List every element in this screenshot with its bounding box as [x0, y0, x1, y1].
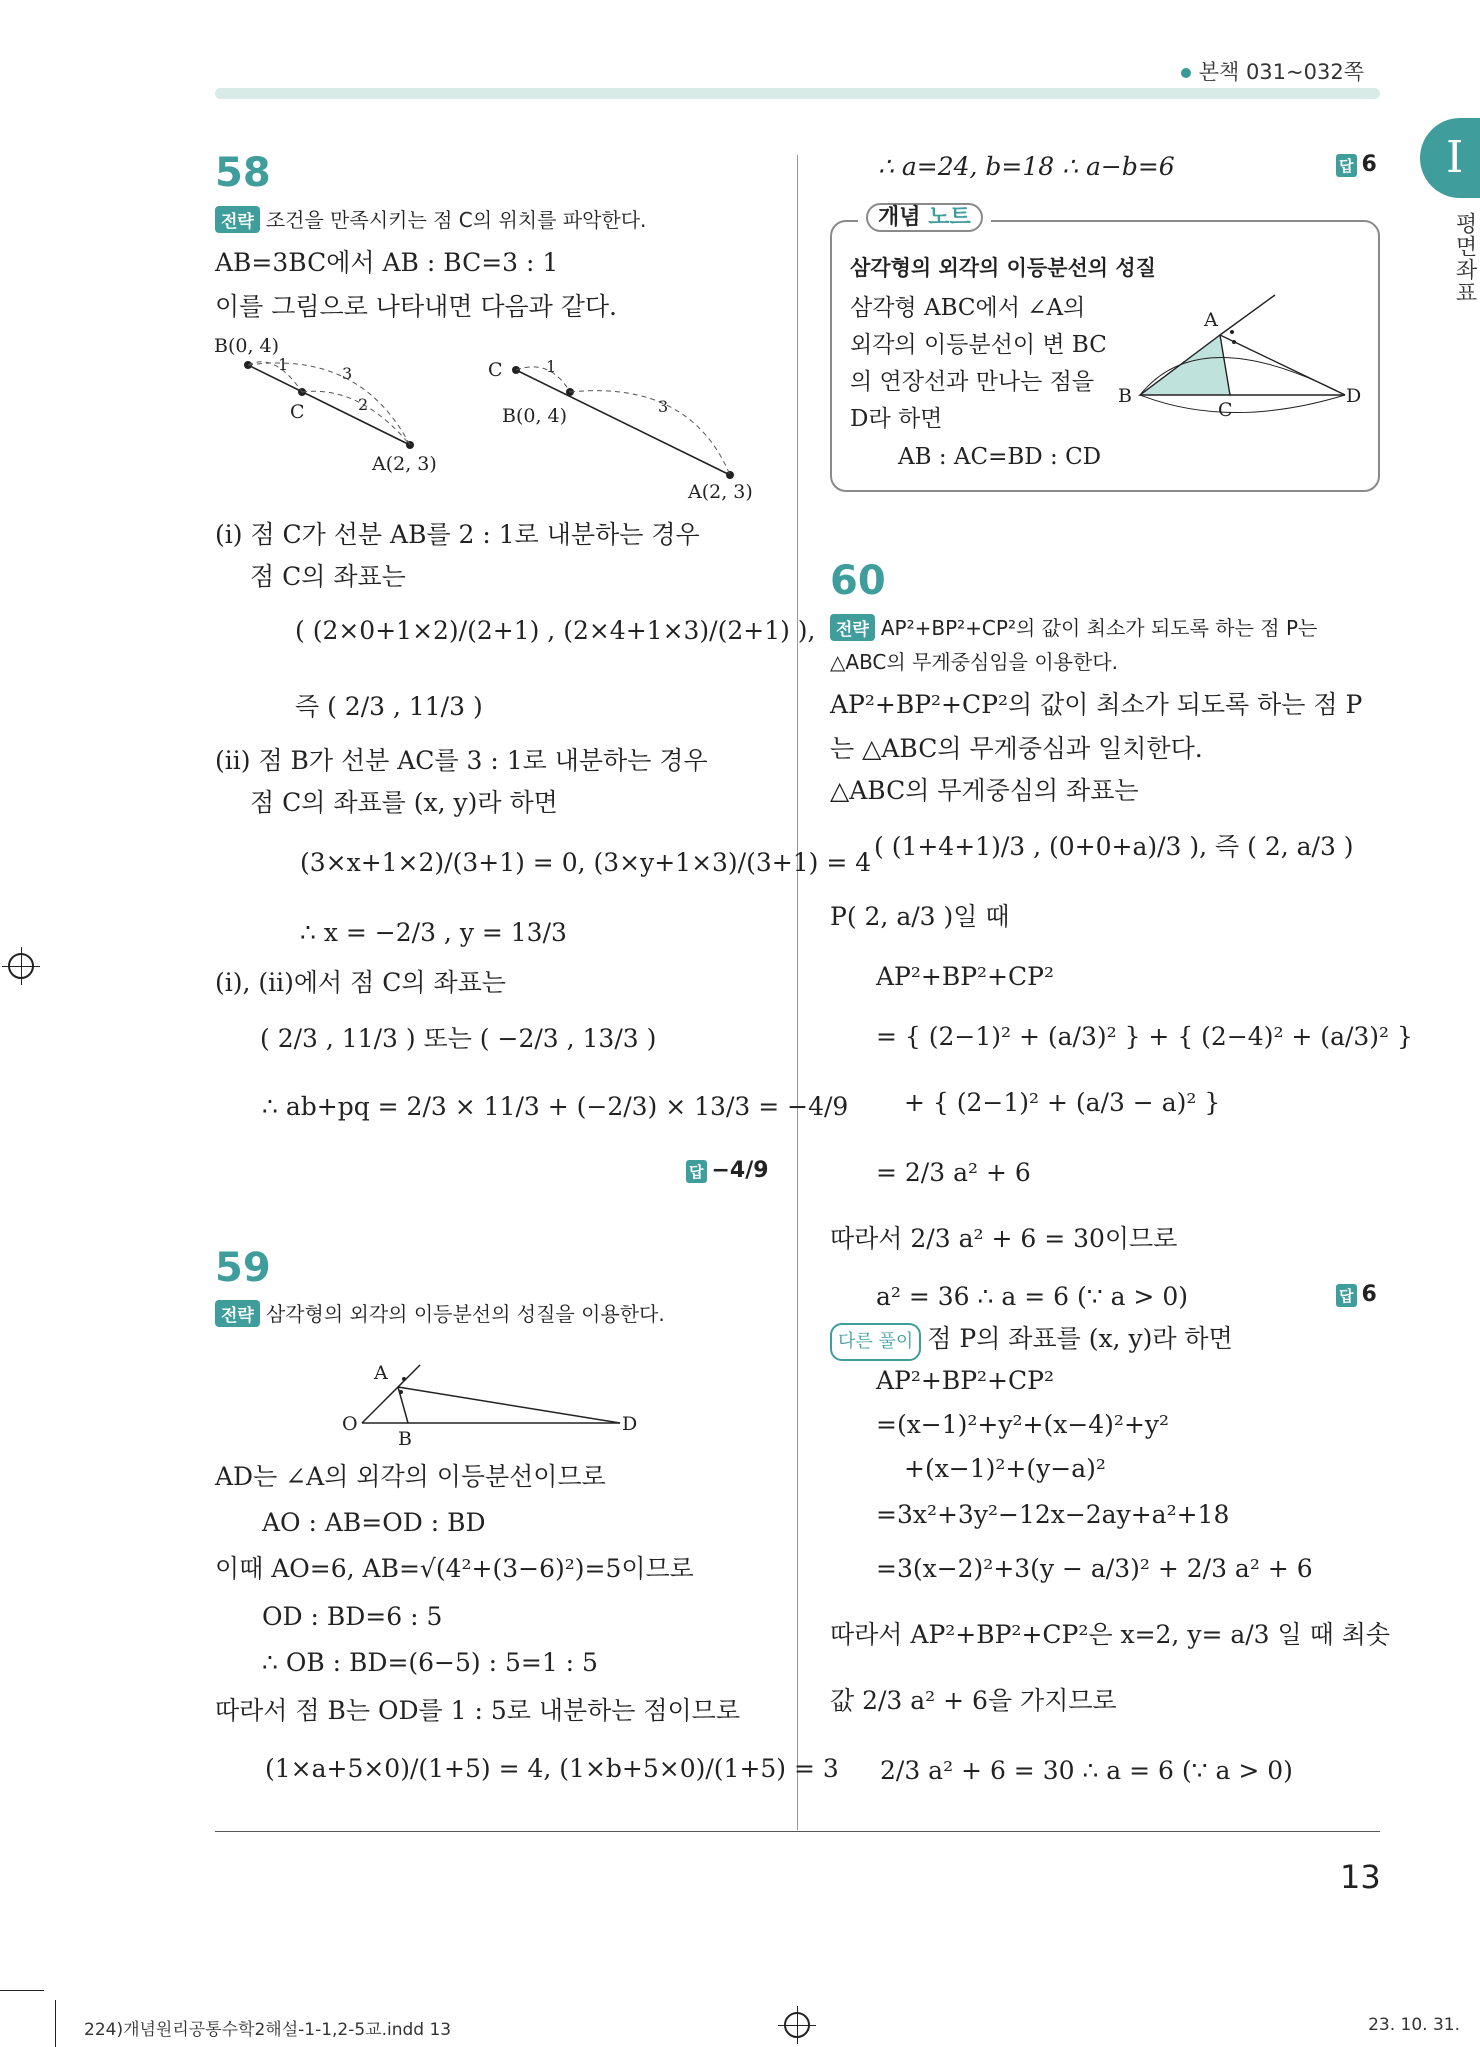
strategy-badge: 전략 — [830, 614, 875, 641]
label-a2: A(2, 3) — [688, 481, 753, 503]
label-n2: 2 — [358, 395, 369, 414]
question-59-number: 59 — [215, 1245, 271, 1291]
q60-line-9: = 2/3 a² + 6 — [876, 1158, 1031, 1187]
q60-alt-line-3: =(x−1)²+y²+(x−4)²+y² — [876, 1410, 1170, 1439]
q60-line-8: + { (2−1)² + (a/3 − a)² } — [904, 1088, 1221, 1117]
q60-alt-line-8: 값 2/3 a² + 6을 가지므로 — [830, 1686, 1117, 1715]
chapter-tab: I — [1420, 118, 1480, 198]
q60-line-3: △ABC의 무게중심의 좌표는 — [830, 776, 1139, 805]
strategy-badge: 전략 — [215, 206, 260, 233]
question-58-number: 58 — [215, 150, 271, 196]
q58-line-9: (3×x+1×2)/(3+1) = 0, (3×y+1×3)/(3+1) = 4 — [300, 848, 872, 877]
q59-line-4: OD : BD=6 : 5 — [262, 1602, 443, 1631]
q58-line-6: 즉 ( 2/3 , 11/3 ) — [295, 692, 483, 721]
q59-line-5: ∴ OB : BD=(6−5) : 5=1 : 5 — [262, 1648, 598, 1677]
q58-line-4: 점 C의 좌표는 — [250, 562, 406, 591]
answer-badge: 답 — [686, 1160, 707, 1183]
q58-line-12: ( 2/3 , 11/3 ) 또는 ( −2/3 , 13/3 ) — [260, 1024, 657, 1053]
label-m3: 3 — [658, 397, 669, 416]
chapter-name: 평면좌표 — [1452, 212, 1477, 304]
bullet-dot-icon — [1181, 68, 1191, 78]
q58-figure — [210, 330, 780, 510]
q58-line-2: 이를 그림으로 나타내면 다음과 같다. — [215, 292, 617, 321]
label-c: C — [1218, 399, 1233, 421]
q60-line-1: AP²+BP²+CP²의 값이 최소가 되도록 하는 점 P — [830, 690, 1363, 719]
footer-file: 224)개념원리공통수학2해설-1-1,2-5교.indd 13 — [84, 2020, 452, 2040]
label-b2: B(0, 4) — [502, 405, 568, 427]
label-a: A — [1204, 309, 1218, 331]
concept-note-header: 개념 노트 — [858, 200, 991, 232]
q59-cont-line: ∴ a=24, b=18 ∴ a−b=6 — [878, 152, 1175, 181]
q60-alt-line-1: 다른 풀이 점 P의 좌표를 (x, y)라 하면 — [830, 1322, 1233, 1361]
label-c2: C — [488, 359, 503, 381]
label-n1: 1 — [278, 355, 289, 374]
q58-line-1: AB=3BC에서 AB : BC=3 : 1 — [215, 248, 559, 277]
page-number: 13 — [1340, 1858, 1381, 1896]
answer-badge: 답 — [1336, 154, 1357, 177]
q59-strategy: 전략 삼각형의 외각의 이등분선의 성질을 이용한다. — [215, 1298, 665, 1327]
note-body: 삼각형 ABC에서 ∠A의 외각의 이등분선이 변 BC 의 연장선과 만나는 점을 D라 하면 — [850, 295, 1107, 432]
q60-alt-line-5: =3x²+3y²−12x−2ay+a²+18 — [876, 1500, 1230, 1529]
answer-badge: 답 — [1336, 1284, 1357, 1307]
alternative-solution-badge: 다른 풀이 — [830, 1323, 921, 1361]
note-figure — [1110, 290, 1370, 430]
q60-alt-line-4: +(x−1)²+(y−a)² — [904, 1454, 1106, 1483]
column-divider — [797, 155, 798, 1830]
label-m1: 1 — [546, 357, 557, 376]
q60-line-5: P( 2, a/3 )일 때 — [830, 902, 1010, 931]
page-reference: 본책 031~032쪽 — [1181, 56, 1364, 86]
q59-line-6: 따라서 점 B는 OD를 1 : 5로 내분하는 점이므로 — [215, 1696, 740, 1725]
q60-alt-line-6: =3(x−2)²+3(y − a/3)² + 2/3 a² + 6 — [876, 1554, 1313, 1583]
strategy-badge: 전략 — [215, 1300, 260, 1327]
label-b: B — [398, 1428, 412, 1445]
q60-strategy-cont: △ABC의 무게중심임을 이용한다. — [830, 650, 1118, 674]
q60-line-7: = { (2−1)² + (a/3)² } + { (2−4)² + (a/3)² } — [876, 1022, 1413, 1051]
q59-figure — [330, 1345, 650, 1445]
q58-line-8: 점 C의 좌표를 (x, y)라 하면 — [250, 788, 558, 817]
q58-line-13: ∴ ab+pq = 2/3 × 11/3 + (−2/3) × 13/3 = −4/9 — [262, 1092, 849, 1121]
q58-line-11: (ⅰ), (ⅱ)에서 점 C의 좌표는 — [215, 968, 506, 997]
q59-line-3: 이때 AO=6, AB=√(4²+(3−6)²)=5이므로 — [215, 1554, 694, 1583]
q60-line-6: AP²+BP²+CP² — [876, 962, 1054, 991]
q59-line-2: AO : AB=OD : BD — [262, 1508, 486, 1537]
label-a: A — [374, 1362, 388, 1384]
note-title: 삼각형의 외각의 이등분선의 성질 — [850, 256, 1156, 280]
label-n3: 3 — [342, 364, 353, 383]
label-d: D — [622, 1413, 638, 1435]
q60-strategy: 전략 AP²+BP²+CP²의 값이 최소가 되도록 하는 점 P는 — [830, 612, 1317, 641]
q60-line-4: ( (1+4+1)/3 , (0+0+a)/3 ), 즉 ( 2, a/3 ) — [874, 832, 1354, 861]
q60-line-10: 따라서 2/3 a² + 6 = 30이므로 — [830, 1224, 1178, 1253]
q58-strategy: 전략 조건을 만족시키는 점 C의 위치를 파악한다. — [215, 204, 646, 233]
q60-alt-line-7: 따라서 AP²+BP²+CP²은 x=2, y= a/3 일 때 최솟 — [830, 1620, 1391, 1649]
crop-mark — [0, 1990, 44, 1991]
label-c1: C — [290, 401, 305, 423]
label-b1: B(0, 4) — [214, 335, 280, 357]
q58-line-3: (ⅰ) 점 C가 선분 AB를 2 : 1로 내분하는 경우 — [215, 520, 700, 549]
note-formula: AB : AC=BD : CD — [898, 444, 1102, 470]
q58-answer: 답 −4/9 — [686, 1158, 769, 1183]
label-b: B — [1118, 385, 1132, 407]
question-60-number: 60 — [830, 558, 886, 604]
label-a1: A(2, 3) — [372, 453, 437, 475]
q58-line-5: ( (2×0+1×2)/(2+1) , (2×4+1×3)/(2+1) ), — [295, 616, 816, 645]
header-bar — [215, 88, 1380, 99]
q58-line-10: ∴ x = −2/3 , y = 13/3 — [300, 918, 567, 947]
q60-answer: 답 6 — [1336, 1282, 1377, 1307]
label-d: D — [1346, 385, 1362, 407]
registration-mark-icon — [784, 2012, 810, 2038]
registration-mark-icon — [8, 953, 34, 979]
q59-line-1: AD는 ∠A의 외각의 이등분선이므로 — [215, 1462, 606, 1491]
q60-alt-line-9: 2/3 a² + 6 = 30 ∴ a = 6 (∵ a > 0) — [880, 1756, 1293, 1785]
q60-line-11: a² = 36 ∴ a = 6 (∵ a > 0) — [876, 1282, 1188, 1311]
label-o: O — [342, 1413, 358, 1435]
q60-alt-line-2: AP²+BP²+CP² — [876, 1366, 1054, 1395]
q60-line-2: 는 △ABC의 무게중심과 일치한다. — [830, 734, 1203, 763]
q59-answer: 답 6 — [1336, 152, 1377, 177]
bottom-rule — [215, 1831, 1380, 1832]
q59-line-7: (1×a+5×0)/(1+5) = 4, (1×b+5×0)/(1+5) = 3 — [265, 1754, 839, 1783]
footer-date: 23. 10. 31. — [1368, 2015, 1460, 2035]
crop-mark — [55, 2000, 56, 2047]
q58-line-7: (ⅱ) 점 B가 선분 AC를 3 : 1로 내분하는 경우 — [215, 746, 708, 775]
